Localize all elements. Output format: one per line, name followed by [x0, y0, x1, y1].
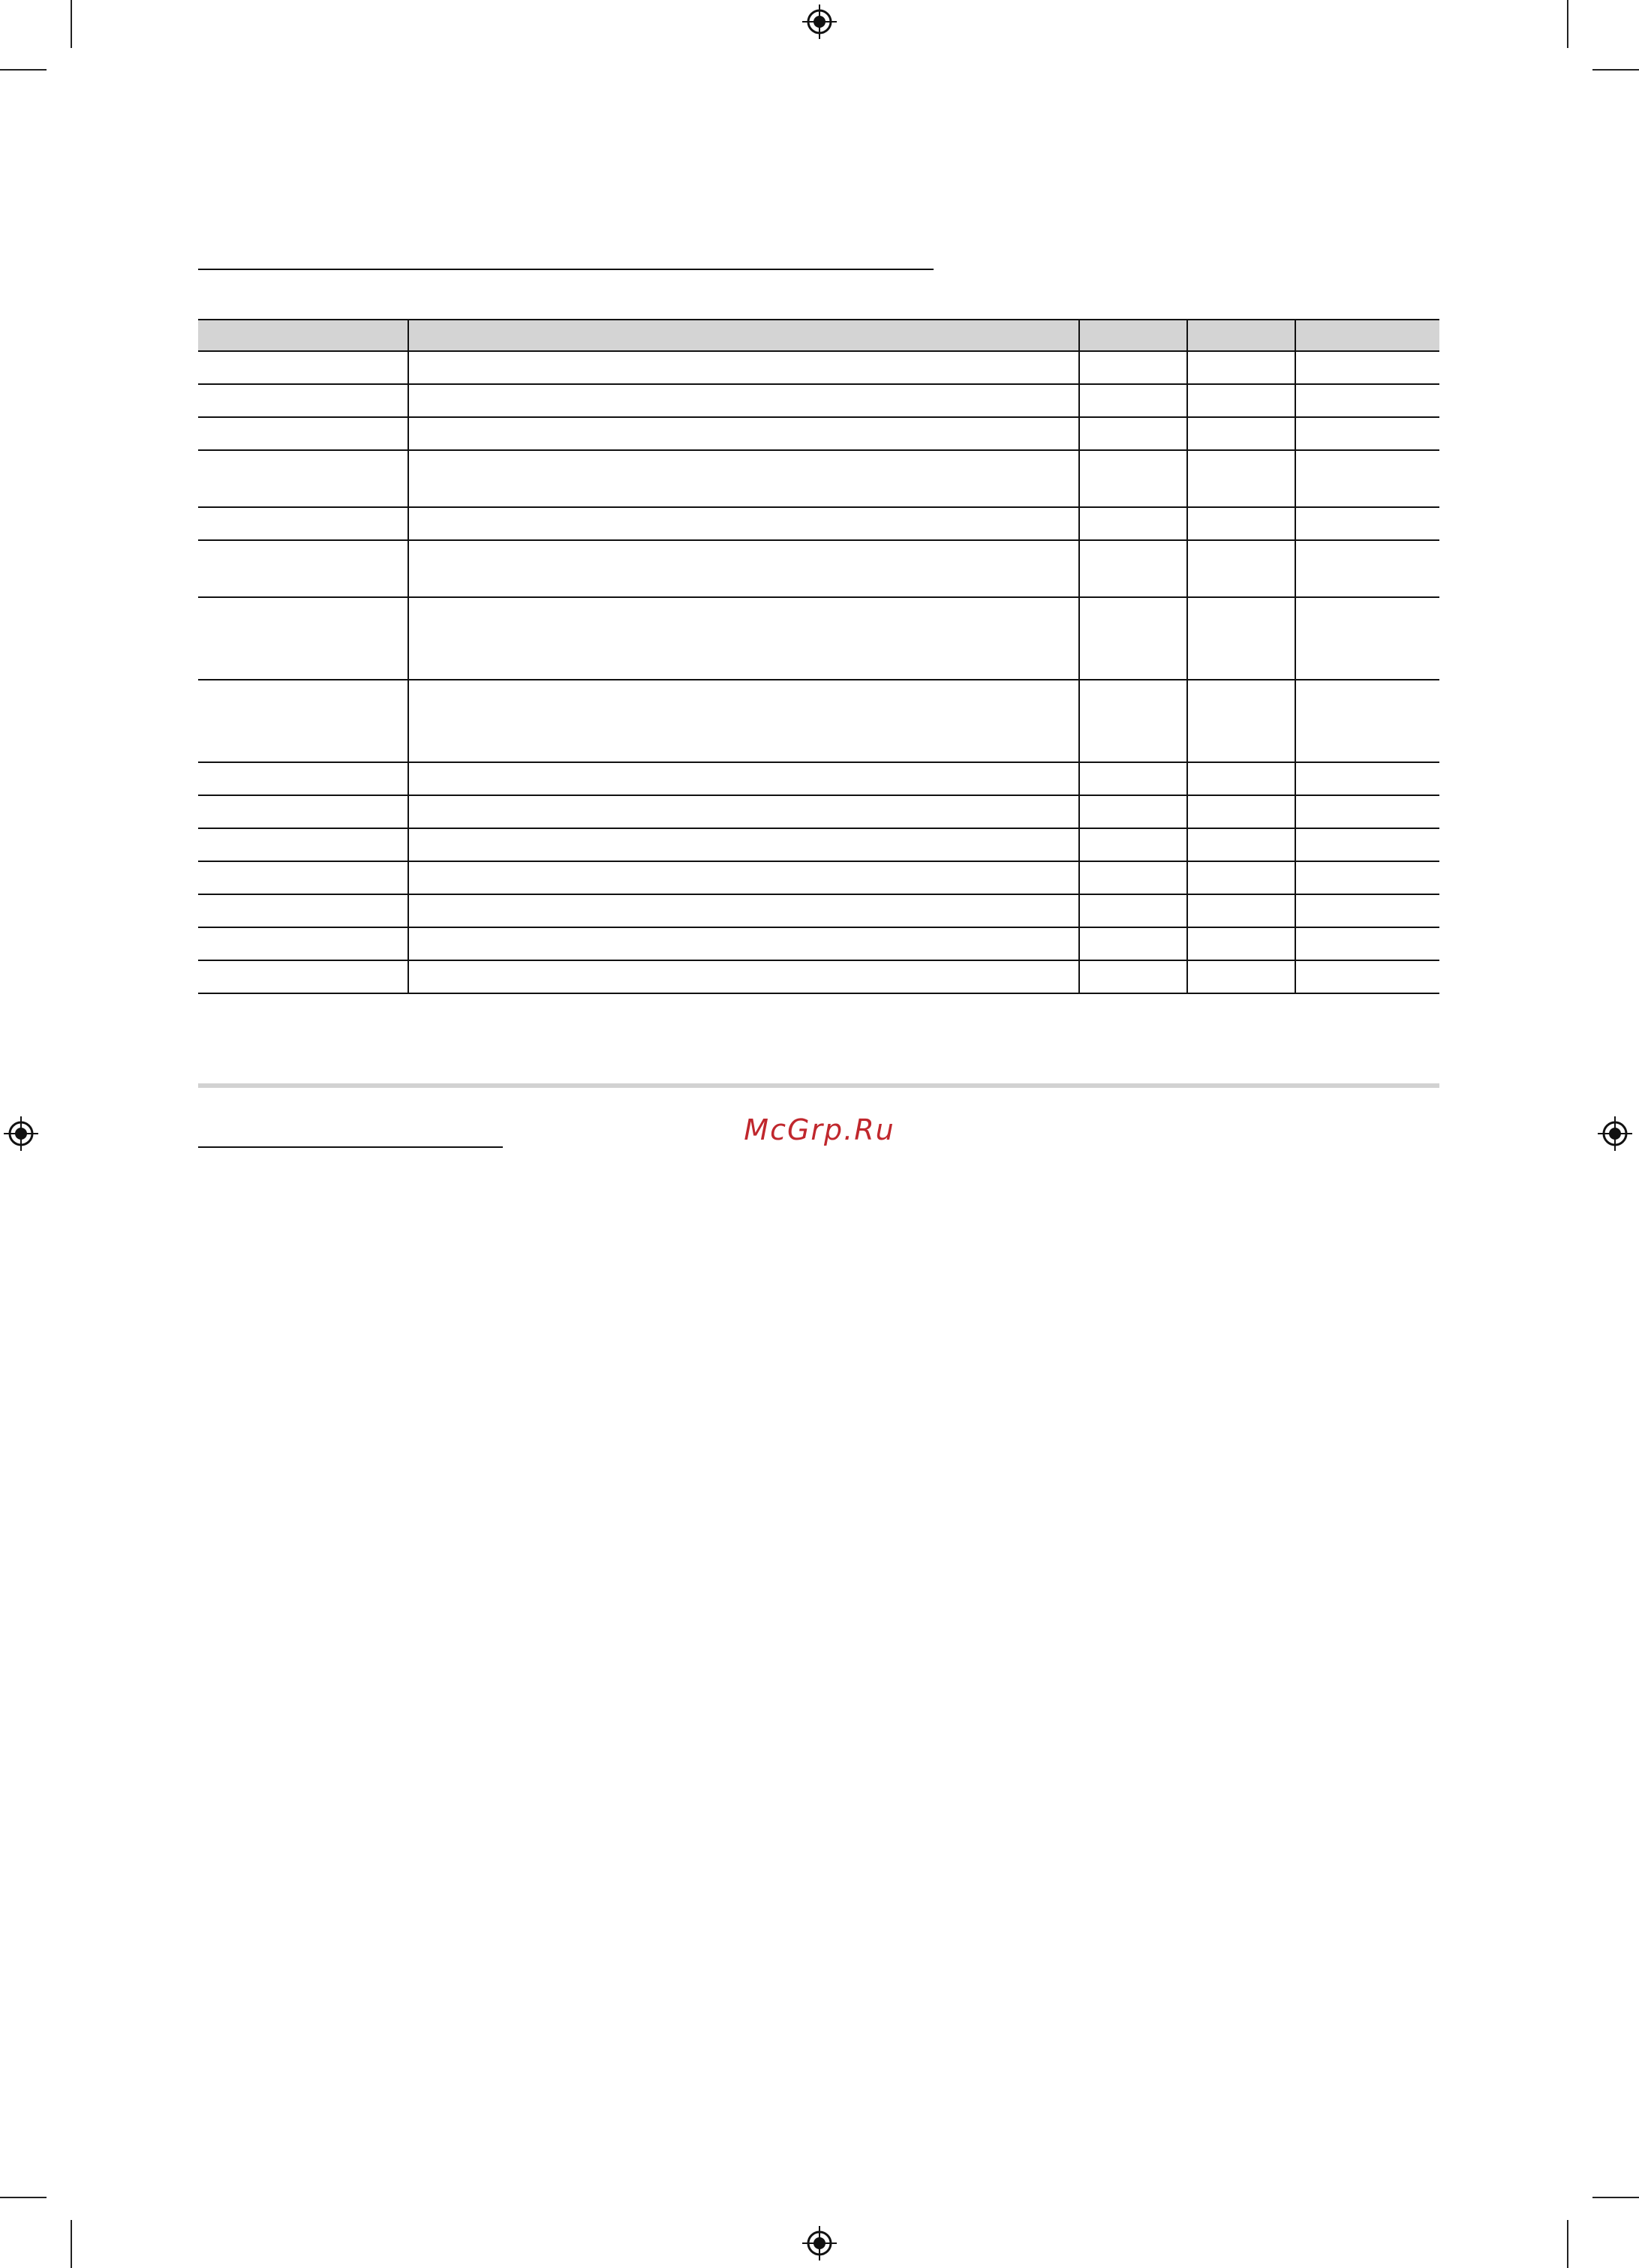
- table-row: [198, 417, 1439, 450]
- table-cell: [1295, 597, 1439, 680]
- table-cell: [198, 762, 408, 795]
- table-cell: [1295, 861, 1439, 894]
- table-cell: [1187, 384, 1295, 417]
- table-cell: [198, 795, 408, 828]
- table-cell: [1079, 828, 1187, 861]
- table-cell: [1295, 762, 1439, 795]
- spec-table: [198, 319, 1439, 994]
- section-heading-rule: [198, 1146, 503, 1148]
- table-row: [198, 828, 1439, 861]
- table-header-cell: [1079, 320, 1187, 351]
- table-cell: [408, 795, 1079, 828]
- table-header-cell: [408, 320, 1079, 351]
- table-cell: [198, 680, 408, 762]
- table-cell: [408, 417, 1079, 450]
- table-cell: [1079, 507, 1187, 540]
- table-cell: [1079, 680, 1187, 762]
- table-cell: [1295, 927, 1439, 960]
- table-row: [198, 680, 1439, 762]
- trim-mark-top-right: [1567, 0, 1568, 48]
- table-cell: [408, 450, 1079, 507]
- table-cell: [1079, 795, 1187, 828]
- table-cell: [408, 960, 1079, 993]
- table-cell: [408, 680, 1079, 762]
- table-cell: [198, 861, 408, 894]
- watermark-text: McGrp.Ru: [744, 1113, 895, 1146]
- section-separator: [198, 1083, 1439, 1088]
- table-cell: [408, 762, 1079, 795]
- table-cell: [1187, 450, 1295, 507]
- table-cell: [198, 828, 408, 861]
- table-cell: [1295, 417, 1439, 450]
- table-cell: [1295, 828, 1439, 861]
- table-cell: [198, 417, 408, 450]
- table-header-cell: [198, 320, 408, 351]
- table-cell: [408, 894, 1079, 927]
- table-row: [198, 450, 1439, 507]
- table-cell: [408, 540, 1079, 597]
- table-cell: [1187, 960, 1295, 993]
- table-cell: [198, 351, 408, 384]
- table-cell: [1079, 762, 1187, 795]
- table-cell: [408, 384, 1079, 417]
- table-header-cell: [1187, 320, 1295, 351]
- table-cell: [1079, 417, 1187, 450]
- table-cell: [198, 450, 408, 507]
- table-row: [198, 540, 1439, 597]
- table-cell: [408, 927, 1079, 960]
- trim-mark-bottom-right-h: [1592, 2197, 1639, 2198]
- table-cell: [1079, 861, 1187, 894]
- trim-mark-bottom-left: [71, 2220, 72, 2268]
- table-cell: [408, 597, 1079, 680]
- table-cell: [1187, 417, 1295, 450]
- table-cell: [1187, 507, 1295, 540]
- table-cell: [198, 960, 408, 993]
- table-cell: [408, 351, 1079, 384]
- registration-mark-icon: [801, 4, 838, 40]
- table-cell: [1187, 894, 1295, 927]
- table-cell: [1295, 795, 1439, 828]
- registration-mark-icon: [801, 2225, 838, 2261]
- table-cell: [1079, 597, 1187, 680]
- table-cell: [1295, 540, 1439, 597]
- table-cell: [1079, 960, 1187, 993]
- table-cell: [1187, 927, 1295, 960]
- table-cell: [1079, 894, 1187, 927]
- section-heading-rule: [198, 269, 934, 270]
- table-cell: [198, 894, 408, 927]
- table-row: [198, 351, 1439, 384]
- trim-mark-top-right-h: [1592, 69, 1639, 71]
- table-row: [198, 795, 1439, 828]
- table-cell: [1079, 384, 1187, 417]
- table-cell: [1187, 828, 1295, 861]
- table-cell: [198, 540, 408, 597]
- table-cell: [1187, 795, 1295, 828]
- table-cell: [1187, 762, 1295, 795]
- table-cell: [1295, 894, 1439, 927]
- table-row: [198, 861, 1439, 894]
- table-cell: [198, 384, 408, 417]
- table-cell: [1079, 351, 1187, 384]
- table-cell: [1295, 450, 1439, 507]
- table-cell: [1295, 507, 1439, 540]
- table-cell: [1295, 384, 1439, 417]
- trim-mark-bottom-right: [1567, 2220, 1568, 2268]
- table-header-cell: [1295, 320, 1439, 351]
- table-cell: [198, 927, 408, 960]
- table-row: [198, 507, 1439, 540]
- table-row: [198, 960, 1439, 993]
- table-row: [198, 894, 1439, 927]
- table-cell: [198, 507, 408, 540]
- table-cell: [408, 861, 1079, 894]
- table-cell: [1079, 540, 1187, 597]
- trim-mark-top-left: [71, 0, 72, 48]
- table-cell: [1079, 927, 1187, 960]
- table-cell: [198, 597, 408, 680]
- table-row: [198, 384, 1439, 417]
- table-cell: [408, 828, 1079, 861]
- table-row: [198, 927, 1439, 960]
- table-cell: [1187, 597, 1295, 680]
- table-cell: [1187, 540, 1295, 597]
- table-cell: [1187, 680, 1295, 762]
- table-header-row: [198, 320, 1439, 351]
- table-cell: [408, 507, 1079, 540]
- table-row: [198, 597, 1439, 680]
- table-cell: [1295, 680, 1439, 762]
- table-cell: [1187, 861, 1295, 894]
- table-cell: [1295, 960, 1439, 993]
- trim-mark-top-left-h: [0, 69, 47, 71]
- trim-mark-bottom-left-h: [0, 2197, 47, 2198]
- table-cell: [1187, 351, 1295, 384]
- table-row: [198, 762, 1439, 795]
- table-cell: [1295, 351, 1439, 384]
- table-cell: [1079, 450, 1187, 507]
